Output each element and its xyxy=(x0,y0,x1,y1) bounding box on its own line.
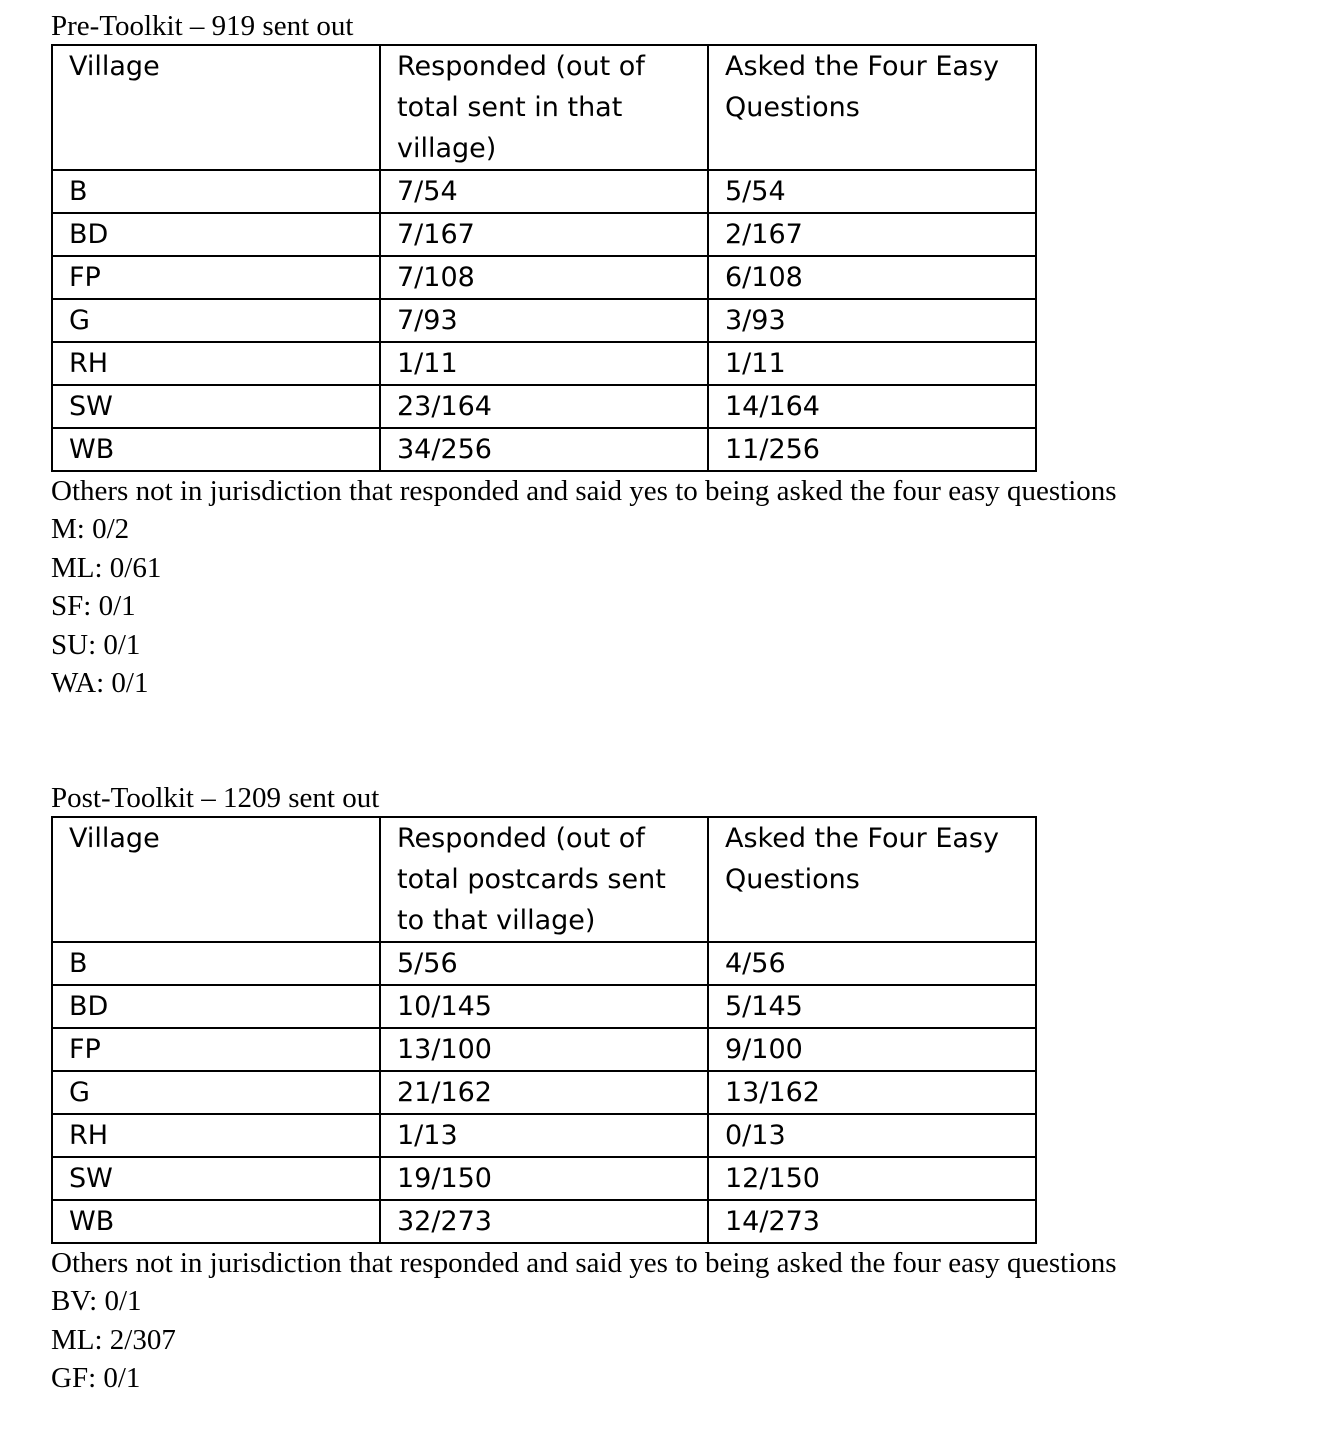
pre-toolkit-heading: Pre-Toolkit – 919 sent out xyxy=(51,10,354,42)
responded-cell: 7/167 xyxy=(380,213,708,256)
responded-cell: 21/162 xyxy=(380,1071,708,1114)
table-header-row xyxy=(52,45,1036,170)
village-cell: RH xyxy=(52,342,380,385)
table-row xyxy=(52,1200,1036,1243)
table-row xyxy=(52,342,1036,385)
responded-cell: 32/273 xyxy=(380,1200,708,1243)
post-toolkit-table xyxy=(51,816,1037,1244)
table-row xyxy=(52,1071,1036,1114)
table-row xyxy=(52,1028,1036,1071)
asked-cell: 4/56 xyxy=(708,942,1036,985)
asked-cell: 9/100 xyxy=(708,1028,1036,1071)
village-cell: B xyxy=(52,942,380,985)
post-other-entry: GF: 0/1 xyxy=(51,1362,141,1394)
asked-cell: 1/11 xyxy=(708,342,1036,385)
pre-other-entry: ML: 0/61 xyxy=(51,551,162,584)
pre-other-entry: SU: 0/1 xyxy=(51,628,141,661)
asked-cell: 2/167 xyxy=(708,213,1036,256)
asked-cell: 13/162 xyxy=(708,1071,1036,1114)
column-header-responded: Responded (out of total postcards sent to that village) xyxy=(380,817,708,942)
table-row xyxy=(52,1157,1036,1200)
post-toolkit-heading: Post-Toolkit – 1209 sent out xyxy=(51,782,380,814)
pre-other-entry: M: 0/2 xyxy=(51,513,130,545)
pre-toolkit-table xyxy=(51,44,1037,472)
responded-cell: 7/93 xyxy=(380,299,708,342)
asked-cell: 3/93 xyxy=(708,299,1036,342)
village-cell: FP xyxy=(52,256,380,299)
table-row xyxy=(52,170,1036,213)
post-other-entry: ML: 2/307 xyxy=(51,1323,176,1356)
responded-cell: 23/164 xyxy=(380,385,708,428)
asked-cell: 14/164 xyxy=(708,385,1036,428)
table-row xyxy=(52,213,1036,256)
pre-others-note: Others not in jurisdiction that responded and said yes to being asked the four easy questions xyxy=(51,475,1117,507)
table-header-row xyxy=(52,817,1036,942)
table-row xyxy=(52,299,1036,342)
table-row xyxy=(52,1114,1036,1157)
table-row xyxy=(52,428,1036,471)
village-cell: RH xyxy=(52,1114,380,1157)
column-header-responded: Responded (out of total sent in that village) xyxy=(380,45,708,170)
responded-cell: 7/54 xyxy=(380,170,708,213)
responded-cell: 1/13 xyxy=(380,1114,708,1157)
asked-cell: 11/256 xyxy=(708,428,1036,471)
table-row xyxy=(52,385,1036,428)
column-header-asked: Asked the Four Easy Questions xyxy=(708,45,1036,170)
responded-cell: 5/56 xyxy=(380,942,708,985)
pre-other-entry: WA: 0/1 xyxy=(51,667,149,699)
asked-cell: 5/145 xyxy=(708,985,1036,1028)
asked-cell: 0/13 xyxy=(708,1114,1036,1157)
village-cell: FP xyxy=(52,1028,380,1071)
village-cell: G xyxy=(52,1071,380,1114)
village-cell: B xyxy=(52,170,380,213)
village-cell: G xyxy=(52,299,380,342)
pre-other-entry: SF: 0/1 xyxy=(51,590,136,622)
table-row xyxy=(52,942,1036,985)
post-other-entry: BV: 0/1 xyxy=(51,1285,142,1317)
responded-cell: 34/256 xyxy=(380,428,708,471)
responded-cell: 1/11 xyxy=(380,342,708,385)
village-cell: SW xyxy=(52,1157,380,1200)
post-others-note: Others not in jurisdiction that responded and said yes to being asked the four easy questions xyxy=(51,1247,1117,1279)
asked-cell: 5/54 xyxy=(708,170,1036,213)
pre-toolkit-section xyxy=(51,8,1331,703)
column-header-village: Village xyxy=(52,817,380,942)
responded-cell: 10/145 xyxy=(380,985,708,1028)
column-header-village: Village xyxy=(52,45,380,170)
column-header-asked: Asked the Four Easy Questions xyxy=(708,817,1036,942)
village-cell: BD xyxy=(52,213,380,256)
asked-cell: 12/150 xyxy=(708,1157,1036,1200)
village-cell: SW xyxy=(52,385,380,428)
responded-cell: 7/108 xyxy=(380,256,708,299)
village-cell: BD xyxy=(52,985,380,1028)
village-cell: WB xyxy=(52,428,380,471)
table-row xyxy=(52,985,1036,1028)
table-row xyxy=(52,256,1036,299)
village-cell: WB xyxy=(52,1200,380,1243)
asked-cell: 6/108 xyxy=(708,256,1036,299)
responded-cell: 13/100 xyxy=(380,1028,708,1071)
post-toolkit-section xyxy=(51,780,1331,1398)
responded-cell: 19/150 xyxy=(380,1157,708,1200)
asked-cell: 14/273 xyxy=(708,1200,1036,1243)
